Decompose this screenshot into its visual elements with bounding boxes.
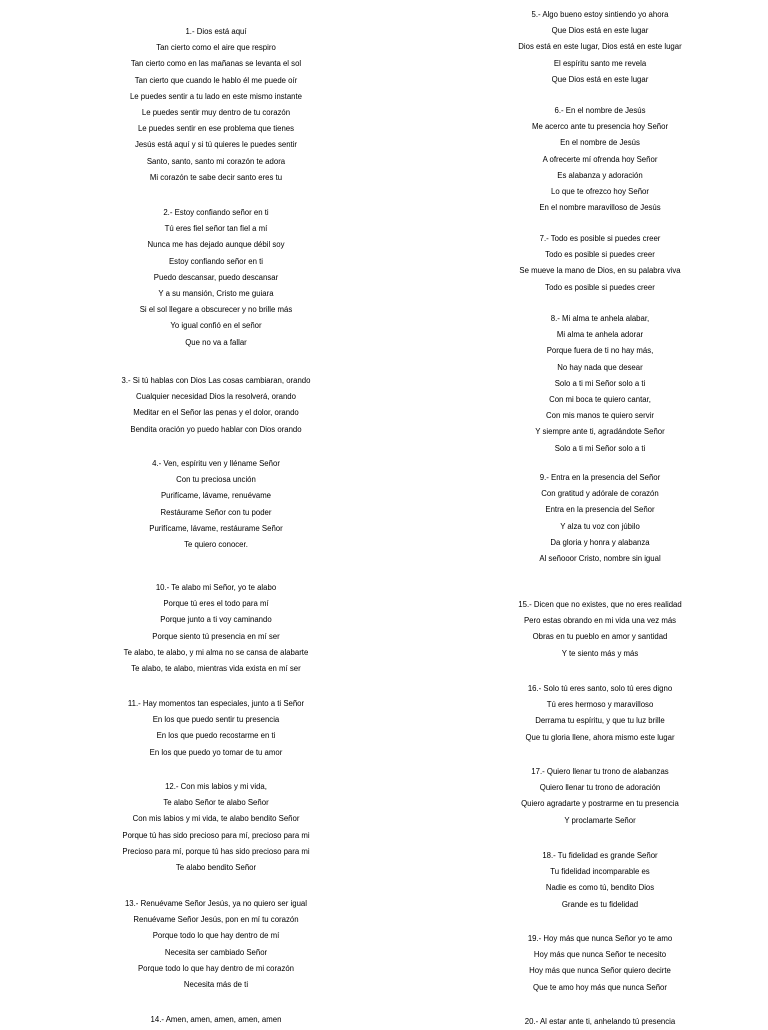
song-line: Porque todo lo que hay dentro de mí (152, 931, 280, 941)
song-line: Necesita ser cambiado Señor (164, 947, 268, 957)
song-line: A ofrecerte mí ofrenda hoy Señor (542, 154, 658, 164)
song-line: En el nombre de Jesús (560, 138, 640, 148)
song-3-verse (0, 373, 432, 438)
song-2-verse (0, 205, 432, 351)
song-line: Solo a ti mi Señor solo a ti (554, 378, 646, 388)
song-line: 18.- Tu fidelidad es grande Señor (542, 851, 658, 860)
song-20-verse (432, 1014, 768, 1030)
song-line: Precioso para mí, porque tú has sido precioso para mi (122, 846, 310, 856)
song-line: Es alabanza y adoración (557, 170, 643, 180)
song-line: Todo es posible si puedes creer (545, 250, 655, 260)
song-16-verse (432, 681, 768, 746)
song-line: 16.- Solo tú eres santo, solo tú eres digno (527, 684, 673, 693)
song-line: 1.- Dios está aquí (185, 27, 247, 36)
song-6-verse (432, 103, 768, 216)
song-line: 3.- Si tú hablas con Dios Las cosas cambiaran, orando (121, 376, 311, 385)
song-line: Tu fidelidad incomparable es (550, 867, 650, 877)
song-1-verse (0, 24, 432, 186)
song-line: Renuévame Señor Jesús, pon en mí tu corazón (133, 915, 299, 925)
song-line: Te alabo, te alabo, mientras vida exista en mí ser (131, 664, 301, 674)
song-line: 8.- Mi alma te anhela alabar, (550, 314, 650, 323)
song-line: Pero estas obrando en mi vida una vez más (523, 616, 677, 626)
song-line: 6.- En el nombre de Jesús (554, 106, 646, 115)
song-line: No hay nada que desear (557, 362, 643, 372)
song-11-verse (0, 696, 432, 761)
song-line: Que Dios está en este lugar (551, 74, 649, 84)
song-line: Dios está en este lugar, Dios está en este lugar (518, 42, 682, 52)
song-line: Solo a ti mi Señor solo a ti (554, 443, 646, 453)
song-line: Entra en la presencia del Señor (545, 505, 655, 515)
song-line: 15.- Dicen que no existes, que no eres realidad (518, 600, 682, 609)
song-line: Que te amo hoy más que nunca Señor (533, 982, 667, 992)
song-14-verse (0, 1012, 432, 1028)
song-line: En los que puedo sentir tu presencia (152, 715, 280, 725)
song-line: Le puedes sentir en ese problema que tienes (137, 124, 295, 134)
song-line: Le puedes sentir a tu lado en este mismo instante (129, 91, 303, 101)
song-line: Y proclamarte Señor (564, 815, 636, 825)
song-line: Con mis labios y mi vida, te alabo bendito Señor (132, 814, 300, 824)
song-line: Lo que te ofrezco hoy Señor (551, 187, 649, 197)
song-line: Tú eres fiel señor tan fiel a mí (164, 224, 268, 234)
song-line: Obras en tu pueblo en amor y santidad (532, 632, 668, 642)
song-line: Tan cierto como el aire que respiro (156, 43, 276, 53)
song-line: Que Dios está en este lugar (551, 26, 649, 36)
song-line: Quiero llenar tu trono de adoración (539, 783, 661, 793)
song-line: Quiero agradarte y postrarme en tu presencia (521, 799, 679, 809)
song-13-verse (0, 896, 432, 993)
song-line: Le puedes sentir muy dentro de tu corazón (141, 108, 291, 118)
song-line: Todo es posible si puedes creer (545, 282, 655, 292)
song-9-verse (432, 470, 768, 567)
song-line: Derrama tu espíritu, y que tu luz brille (535, 716, 665, 726)
song-line: Porque siento tú presencia en mí ser (152, 631, 280, 641)
song-line: 19.- Hoy más que nunca Señor yo te amo (527, 934, 673, 943)
song-line: Tan cierto que cuando le hablo él me puede oír (134, 75, 298, 85)
song-line: Y alza tu voz con júbilo (560, 521, 640, 531)
song-line: Con tu preciosa unción (176, 475, 256, 485)
song-10-verse (0, 580, 432, 677)
song-line: Porque junto a ti voy caminando (160, 615, 272, 625)
song-line: 2.- Estoy confiando señor en ti (163, 208, 269, 217)
song-7-verse (432, 231, 768, 296)
song-line: Jesús está aquí y si tú quieres le puedes sentir (134, 140, 298, 150)
song-line: Hoy más que nunca Señor quiero decirte (529, 966, 671, 976)
song-line: Te alabo, te alabo, y mi alma no se cansa de alabarte (123, 647, 309, 657)
song-17-verse (432, 764, 768, 829)
song-line: Necesita más de ti (183, 980, 249, 990)
song-line: En los que puedo yo tomar de tu amor (149, 747, 283, 757)
song-line: Bendita oración yo puedo hablar con Dios orando (130, 424, 302, 434)
song-4-verse (0, 456, 432, 553)
song-5-verse (432, 7, 768, 88)
song-line: 13.- Renuévame Señor Jesús, ya no quiero ser igual (124, 899, 308, 908)
song-line: Y te siento más y más (561, 648, 639, 658)
song-line: 5.- Algo bueno estoy sintiendo yo ahora (531, 10, 669, 19)
song-line: En los que puedo recostarme en ti (156, 731, 276, 741)
song-line: Te alabo bendito Señor (175, 863, 257, 873)
song-line: Santo, santo, santo mi corazón te adora (146, 156, 286, 166)
song-line: 20.- Al estar ante ti, anhelando tú presencia (524, 1017, 676, 1026)
song-line: Mi alma te anhela adorar (556, 330, 644, 340)
song-line: Porque todo lo que hay dentro de mi corazón (137, 963, 295, 973)
song-line: Te quiero conocer. (184, 540, 248, 550)
song-line: 4.- Ven, espíritu ven y lléname Señor (152, 459, 280, 468)
song-line: Porque tú eres el todo para mí (163, 599, 269, 609)
song-line: Al señooor Cristo, nombre sin igual (539, 554, 661, 564)
song-line: 7.- Todo es posible si puedes creer (539, 234, 661, 243)
song-line: Grande es tu fidelidad (561, 899, 639, 909)
song-15-verse (432, 597, 768, 662)
song-line: Restáurame Señor con tu poder (160, 507, 272, 517)
song-line: Cualquier necesidad Dios la resolverá, orando (136, 392, 296, 402)
song-line: Tan cierto como en las mañanas se levanta el sol (130, 59, 302, 69)
song-line: Que tu gloria llene, ahora mismo este lugar (525, 732, 675, 742)
song-line: Nunca me has dejado aunque débil soy (147, 240, 285, 250)
song-line: 17.- Quiero llenar tu trono de alabanzas (531, 767, 669, 776)
song-8-verse (432, 311, 768, 457)
song-line: Se mueve la mano de Dios, en su palabra viva (519, 266, 681, 276)
song-18-verse (432, 848, 768, 913)
song-line: Tú eres hermoso y maravilloso (546, 700, 654, 710)
song-line: 9.- Entra en la presencia del Señor (539, 473, 661, 482)
song-line: Si el sol llegare a obscurecer y no brille más (139, 305, 293, 315)
song-line: Y a su mansión, Cristo me guiara (158, 289, 274, 299)
song-line: Porque tú has sido precioso para mí, precioso para mi (122, 830, 310, 840)
song-line: 12.- Con mis labios y mi vida, (165, 782, 267, 791)
song-line: Me acerco ante tu presencia hoy Señor (531, 122, 669, 132)
song-line: Yo igual confió en el señor (170, 321, 262, 331)
song-line: Con mi boca te quiero cantar, (549, 395, 651, 405)
song-line: El espíritu santo me revela (553, 58, 647, 68)
song-line: Porque fuera de ti no hay más, (546, 346, 654, 356)
song-line: Purifícame, lávame, restáurame Señor (149, 523, 283, 533)
song-line: Con gratitud y adórale de corazón (541, 489, 659, 499)
song-line: Te alabo Señor te alabo Señor (163, 798, 269, 808)
song-line: Meditar en el Señor las penas y el dolor, orando (133, 408, 299, 418)
song-19-verse (432, 931, 768, 996)
song-line: 14.- Amen, amen, amen, amen, amen (150, 1015, 282, 1024)
song-line: En el nombre maravilloso de Jesús (539, 203, 661, 213)
song-line: Purifícame, lávame, renuévame (160, 491, 272, 501)
song-line: Estoy confiando señor en ti (168, 256, 264, 266)
song-12-verse (0, 779, 432, 876)
song-line: Puedo descansar, puedo descansar (153, 272, 279, 282)
song-line: Que no va a fallar (185, 337, 247, 347)
song-line: Y siempre ante ti, agradándote Señor (535, 427, 665, 437)
song-line: Hoy más que nunca Señor te necesito (533, 950, 667, 960)
song-line: 10.- Te alabo mi Señor, yo te alabo (155, 583, 277, 592)
song-line: Nadie es como tú, bendito Dios (545, 883, 655, 893)
song-line: Con mis manos te quiero servir (546, 411, 654, 421)
song-line: 11.- Hay momentos tan especiales, junto a ti Señor (127, 699, 305, 708)
song-line: Da gloria y honra y alabanza (550, 537, 650, 547)
song-line: Mi corazón te sabe decir santo eres tu (149, 172, 283, 182)
